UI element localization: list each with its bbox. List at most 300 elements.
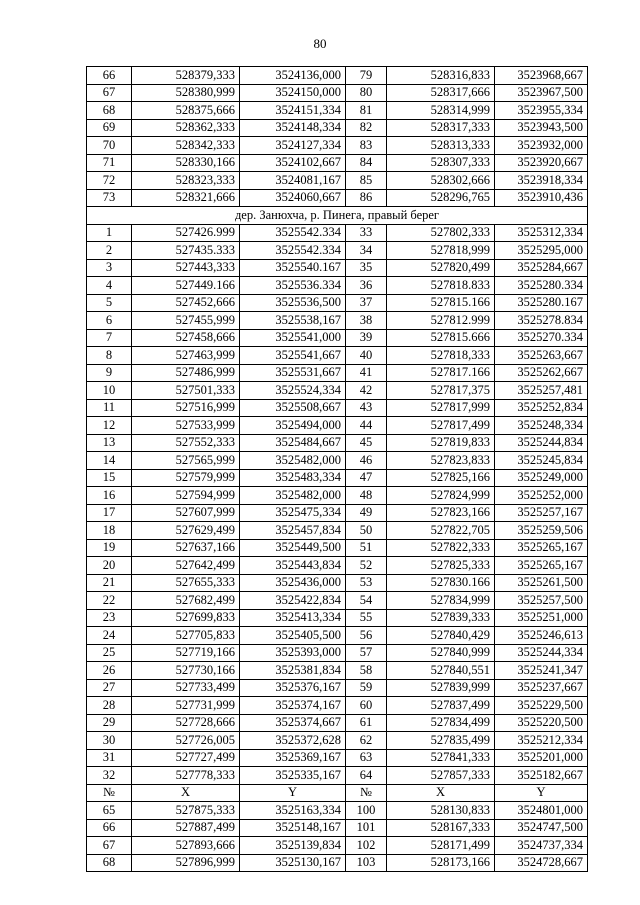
- table-row: [87, 539, 588, 557]
- table-row: [87, 329, 588, 347]
- coordinates-table-body: [87, 67, 588, 872]
- x-coordinate: 527426.999: [132, 224, 240, 242]
- point-number: 70: [87, 137, 132, 155]
- x-coordinate: 527455,999: [132, 312, 240, 330]
- y-coordinate: 3524081,167: [240, 172, 346, 190]
- x-coordinate: 527834,499: [387, 714, 495, 732]
- point-number: 52: [346, 557, 387, 575]
- x-coordinate: 527733,499: [132, 679, 240, 697]
- x-coordinate: 528314,999: [387, 102, 495, 120]
- y-coordinate: 3525244,834: [495, 434, 588, 452]
- point-number: 80: [346, 84, 387, 102]
- table-row: [87, 679, 588, 697]
- x-coordinate: 527682,499: [132, 592, 240, 610]
- point-number: 8: [87, 347, 132, 365]
- x-coordinate: 527896,999: [132, 854, 240, 872]
- x-coordinate: 527719,166: [132, 644, 240, 662]
- y-coordinate: 3525257,481: [495, 382, 588, 400]
- x-coordinate: 528307,333: [387, 154, 495, 172]
- y-coordinate: 3524127,334: [240, 137, 346, 155]
- table-row: [87, 837, 588, 855]
- y-coordinate: 3525280.334: [495, 277, 588, 295]
- point-number: 33: [346, 224, 387, 242]
- x-coordinate: 528375,666: [132, 102, 240, 120]
- y-coordinate: 3523918,334: [495, 172, 588, 190]
- table-row: [87, 522, 588, 540]
- x-coordinate: 527435.333: [132, 242, 240, 260]
- table-row: [87, 84, 588, 102]
- table-row: [87, 697, 588, 715]
- point-number: 69: [87, 119, 132, 137]
- x-coordinate: 527830.166: [387, 574, 495, 592]
- y-coordinate: 3524747,500: [495, 819, 588, 837]
- table-row: [87, 172, 588, 190]
- point-number: 14: [87, 452, 132, 470]
- point-number: 16: [87, 487, 132, 505]
- y-coordinate: 3525229,500: [495, 697, 588, 715]
- point-number: 5: [87, 294, 132, 312]
- point-number: 68: [87, 854, 132, 872]
- y-coordinate: 3524150,000: [240, 84, 346, 102]
- table-row: [87, 312, 588, 330]
- table-row: [87, 347, 588, 365]
- y-coordinate: 3525251,000: [495, 609, 588, 627]
- y-coordinate: 3525241,347: [495, 662, 588, 680]
- table-row: [87, 592, 588, 610]
- x-coordinate: 527841,333: [387, 749, 495, 767]
- y-coordinate: 3525163,334: [240, 802, 346, 820]
- point-number: 15: [87, 469, 132, 487]
- table-row: [87, 504, 588, 522]
- point-number: 10: [87, 382, 132, 400]
- x-coordinate: 528313,333: [387, 137, 495, 155]
- point-number: 26: [87, 662, 132, 680]
- header-x: X: [132, 784, 240, 802]
- point-number: 2: [87, 242, 132, 260]
- y-coordinate: 3525542.334: [240, 224, 346, 242]
- y-coordinate: 3525482,000: [240, 452, 346, 470]
- point-number: 61: [346, 714, 387, 732]
- table-row: [87, 154, 588, 172]
- x-coordinate: 527443,333: [132, 259, 240, 277]
- x-coordinate: 528317,333: [387, 119, 495, 137]
- table-row: [87, 714, 588, 732]
- y-coordinate: 3525265,167: [495, 539, 588, 557]
- y-coordinate: 3524148,334: [240, 119, 346, 137]
- point-number: 56: [346, 627, 387, 645]
- point-number: 35: [346, 259, 387, 277]
- table-row: [87, 364, 588, 382]
- x-coordinate: 527823,166: [387, 504, 495, 522]
- x-coordinate: 528342,333: [132, 137, 240, 155]
- point-number: 23: [87, 609, 132, 627]
- table-row: [87, 609, 588, 627]
- table-row: [87, 819, 588, 837]
- header-y: Y: [495, 784, 588, 802]
- y-coordinate: 3525541,667: [240, 347, 346, 365]
- x-coordinate: 527463,999: [132, 347, 240, 365]
- x-coordinate: 528316,833: [387, 67, 495, 85]
- point-number: 49: [346, 504, 387, 522]
- x-coordinate: 527818.833: [387, 277, 495, 295]
- table-row: [87, 767, 588, 785]
- header-number: №: [346, 784, 387, 802]
- x-coordinate: 527893,666: [132, 837, 240, 855]
- x-coordinate: 528167,333: [387, 819, 495, 837]
- x-coordinate: 527501,333: [132, 382, 240, 400]
- table-row: [87, 434, 588, 452]
- point-number: 41: [346, 364, 387, 382]
- y-coordinate: 3525270.334: [495, 329, 588, 347]
- y-coordinate: 3525335,167: [240, 767, 346, 785]
- point-number: 50: [346, 522, 387, 540]
- x-coordinate: 527840,999: [387, 644, 495, 662]
- y-coordinate: 3525245,834: [495, 452, 588, 470]
- table-row: [87, 749, 588, 767]
- y-coordinate: 3525372,628: [240, 732, 346, 750]
- x-coordinate: 527579,999: [132, 469, 240, 487]
- y-coordinate: 3525524,334: [240, 382, 346, 400]
- y-coordinate: 3524737,334: [495, 837, 588, 855]
- y-coordinate: 3525220,500: [495, 714, 588, 732]
- table-row: [87, 277, 588, 295]
- y-coordinate: 3525369,167: [240, 749, 346, 767]
- table-row: [87, 854, 588, 872]
- x-coordinate: 527840,429: [387, 627, 495, 645]
- table-row: [87, 557, 588, 575]
- x-coordinate: 527837,499: [387, 697, 495, 715]
- x-coordinate: 527825,333: [387, 557, 495, 575]
- point-number: 46: [346, 452, 387, 470]
- x-coordinate: 527533,999: [132, 417, 240, 435]
- point-number: 40: [346, 347, 387, 365]
- point-number: 58: [346, 662, 387, 680]
- point-number: 79: [346, 67, 387, 85]
- x-coordinate: 528173,166: [387, 854, 495, 872]
- point-number: 84: [346, 154, 387, 172]
- y-coordinate: 3525244,334: [495, 644, 588, 662]
- y-coordinate: 3525182,667: [495, 767, 588, 785]
- point-number: 37: [346, 294, 387, 312]
- table-row: [87, 452, 588, 470]
- y-coordinate: 3525259,506: [495, 522, 588, 540]
- point-number: 28: [87, 697, 132, 715]
- table-row: [87, 382, 588, 400]
- y-coordinate: 3525295,000: [495, 242, 588, 260]
- y-coordinate: 3525252,000: [495, 487, 588, 505]
- point-number: 85: [346, 172, 387, 190]
- point-number: 1: [87, 224, 132, 242]
- x-coordinate: 527699,833: [132, 609, 240, 627]
- header-y: Y: [240, 784, 346, 802]
- x-coordinate: 528362,333: [132, 119, 240, 137]
- table-row: [87, 487, 588, 505]
- x-coordinate: 527825,166: [387, 469, 495, 487]
- x-coordinate: 527565,999: [132, 452, 240, 470]
- x-coordinate: 527637,166: [132, 539, 240, 557]
- y-coordinate: 3524801,000: [495, 802, 588, 820]
- point-number: 20: [87, 557, 132, 575]
- x-coordinate: 528302,666: [387, 172, 495, 190]
- table-row: [87, 119, 588, 137]
- x-coordinate: 527642,499: [132, 557, 240, 575]
- point-number: 48: [346, 487, 387, 505]
- y-coordinate: 3525263,667: [495, 347, 588, 365]
- y-coordinate: 3525381,834: [240, 662, 346, 680]
- y-coordinate: 3525312,334: [495, 224, 588, 242]
- y-coordinate: 3525482,000: [240, 487, 346, 505]
- point-number: 66: [87, 819, 132, 837]
- x-coordinate: 527452,666: [132, 294, 240, 312]
- x-coordinate: 528296,765: [387, 189, 495, 207]
- table-row: [87, 644, 588, 662]
- x-coordinate: 527607,999: [132, 504, 240, 522]
- table-row: [87, 294, 588, 312]
- point-number: 42: [346, 382, 387, 400]
- point-number: 6: [87, 312, 132, 330]
- table-row: [87, 574, 588, 592]
- point-number: 71: [87, 154, 132, 172]
- section-title-row: [87, 207, 588, 225]
- x-coordinate: 527818,999: [387, 242, 495, 260]
- y-coordinate: 3525449,500: [240, 539, 346, 557]
- point-number: 11: [87, 399, 132, 417]
- table-row: [87, 802, 588, 820]
- point-number: 34: [346, 242, 387, 260]
- point-number: 86: [346, 189, 387, 207]
- x-coordinate: 527815.666: [387, 329, 495, 347]
- table-row: [87, 259, 588, 277]
- x-coordinate: 528380,999: [132, 84, 240, 102]
- y-coordinate: 3525201,000: [495, 749, 588, 767]
- y-coordinate: 3525538,167: [240, 312, 346, 330]
- table-row: [87, 242, 588, 260]
- x-coordinate: 527594,999: [132, 487, 240, 505]
- y-coordinate: 3525374,667: [240, 714, 346, 732]
- point-number: 64: [346, 767, 387, 785]
- y-coordinate: 3525422,834: [240, 592, 346, 610]
- y-coordinate: 3523910,436: [495, 189, 588, 207]
- table-row: [87, 67, 588, 85]
- y-coordinate: 3524060,667: [240, 189, 346, 207]
- point-number: 43: [346, 399, 387, 417]
- y-coordinate: 3525284,667: [495, 259, 588, 277]
- point-number: 82: [346, 119, 387, 137]
- point-number: 3: [87, 259, 132, 277]
- x-coordinate: 528317,666: [387, 84, 495, 102]
- y-coordinate: 3525278.834: [495, 312, 588, 330]
- x-coordinate: 528171,499: [387, 837, 495, 855]
- x-coordinate: 527818,333: [387, 347, 495, 365]
- point-number: 22: [87, 592, 132, 610]
- y-coordinate: 3525374,167: [240, 697, 346, 715]
- y-coordinate: 3524136,000: [240, 67, 346, 85]
- x-coordinate: 527731,999: [132, 697, 240, 715]
- y-coordinate: 3525246,613: [495, 627, 588, 645]
- point-number: 60: [346, 697, 387, 715]
- y-coordinate: 3523920,667: [495, 154, 588, 172]
- point-number: 36: [346, 277, 387, 295]
- point-number: 67: [87, 837, 132, 855]
- y-coordinate: 3525483,334: [240, 469, 346, 487]
- point-number: 72: [87, 172, 132, 190]
- point-number: 38: [346, 312, 387, 330]
- point-number: 59: [346, 679, 387, 697]
- x-coordinate: 527778,333: [132, 767, 240, 785]
- table-row: [87, 189, 588, 207]
- table-row: [87, 399, 588, 417]
- x-coordinate: 527552,333: [132, 434, 240, 452]
- point-number: 51: [346, 539, 387, 557]
- point-number: 24: [87, 627, 132, 645]
- table-row: [87, 102, 588, 120]
- x-coordinate: 527822,333: [387, 539, 495, 557]
- point-number: 18: [87, 522, 132, 540]
- y-coordinate: 3525542.334: [240, 242, 346, 260]
- x-coordinate: 527834,999: [387, 592, 495, 610]
- x-coordinate: 527458,666: [132, 329, 240, 347]
- point-number: 68: [87, 102, 132, 120]
- point-number: 27: [87, 679, 132, 697]
- y-coordinate: 3525531,667: [240, 364, 346, 382]
- y-coordinate: 3525508,667: [240, 399, 346, 417]
- y-coordinate: 3525393,000: [240, 644, 346, 662]
- y-coordinate: 3525494,000: [240, 417, 346, 435]
- y-coordinate: 3525265,167: [495, 557, 588, 575]
- y-coordinate: 3525436,000: [240, 574, 346, 592]
- point-number: 44: [346, 417, 387, 435]
- table-row: [87, 662, 588, 680]
- x-coordinate: 527887,499: [132, 819, 240, 837]
- y-coordinate: 3525139,834: [240, 837, 346, 855]
- x-coordinate: 527819,833: [387, 434, 495, 452]
- point-number: 32: [87, 767, 132, 785]
- x-coordinate: 528330,166: [132, 154, 240, 172]
- y-coordinate: 3523955,334: [495, 102, 588, 120]
- point-number: 63: [346, 749, 387, 767]
- x-coordinate: 527449.166: [132, 277, 240, 295]
- y-coordinate: 3523932,000: [495, 137, 588, 155]
- x-coordinate: 527629,499: [132, 522, 240, 540]
- y-coordinate: 3525405,500: [240, 627, 346, 645]
- point-number: 25: [87, 644, 132, 662]
- x-coordinate: 527815.166: [387, 294, 495, 312]
- x-coordinate: 527822,705: [387, 522, 495, 540]
- point-number: 65: [87, 802, 132, 820]
- point-number: 81: [346, 102, 387, 120]
- point-number: 19: [87, 539, 132, 557]
- table-row: [87, 627, 588, 645]
- y-coordinate: 3525376,167: [240, 679, 346, 697]
- point-number: 73: [87, 189, 132, 207]
- point-number: 12: [87, 417, 132, 435]
- point-number: 17: [87, 504, 132, 522]
- point-number: 67: [87, 84, 132, 102]
- y-coordinate: 3525536,500: [240, 294, 346, 312]
- page-number: 80: [313, 36, 327, 51]
- x-coordinate: 527875,333: [132, 802, 240, 820]
- y-coordinate: 3525212,334: [495, 732, 588, 750]
- y-coordinate: 3525257,500: [495, 592, 588, 610]
- x-coordinate: 527823,833: [387, 452, 495, 470]
- y-coordinate: 3525249,000: [495, 469, 588, 487]
- x-coordinate: 527812.999: [387, 312, 495, 330]
- point-number: 101: [346, 819, 387, 837]
- point-number: 57: [346, 644, 387, 662]
- y-coordinate: 3523943,500: [495, 119, 588, 137]
- x-coordinate: 527486,999: [132, 364, 240, 382]
- y-coordinate: 3525148,167: [240, 819, 346, 837]
- table-row: [87, 224, 588, 242]
- y-coordinate: 3524728,667: [495, 854, 588, 872]
- section-title: дер. Занюхча, р. Пинега, правый берег: [87, 207, 588, 225]
- x-coordinate: 527802,333: [387, 224, 495, 242]
- point-number: 54: [346, 592, 387, 610]
- x-coordinate: 527835,499: [387, 732, 495, 750]
- x-coordinate: 527817,375: [387, 382, 495, 400]
- point-number: 7: [87, 329, 132, 347]
- y-coordinate: 3525261,500: [495, 574, 588, 592]
- x-coordinate: 527824,999: [387, 487, 495, 505]
- x-coordinate: 527820,499: [387, 259, 495, 277]
- point-number: 83: [346, 137, 387, 155]
- point-number: 62: [346, 732, 387, 750]
- x-coordinate: 527655,333: [132, 574, 240, 592]
- point-number: 4: [87, 277, 132, 295]
- table-row: [87, 469, 588, 487]
- y-coordinate: 3525484,667: [240, 434, 346, 452]
- x-coordinate: 527730,166: [132, 662, 240, 680]
- y-coordinate: 3525262,667: [495, 364, 588, 382]
- point-number: 102: [346, 837, 387, 855]
- x-coordinate: 527726,005: [132, 732, 240, 750]
- x-coordinate: 527817.166: [387, 364, 495, 382]
- point-number: 31: [87, 749, 132, 767]
- y-coordinate: 3525541,000: [240, 329, 346, 347]
- y-coordinate: 3525475,334: [240, 504, 346, 522]
- x-coordinate: 527817,499: [387, 417, 495, 435]
- y-coordinate: 3525280.167: [495, 294, 588, 312]
- x-coordinate: 527516,999: [132, 399, 240, 417]
- y-coordinate: 3525237,667: [495, 679, 588, 697]
- x-coordinate: 527839,999: [387, 679, 495, 697]
- coordinates-table: [86, 66, 588, 872]
- point-number: 29: [87, 714, 132, 732]
- point-number: 66: [87, 67, 132, 85]
- table-row: [87, 417, 588, 435]
- point-number: 39: [346, 329, 387, 347]
- y-coordinate: 3525457,834: [240, 522, 346, 540]
- y-coordinate: 3525536.334: [240, 277, 346, 295]
- table-header-row: [87, 784, 588, 802]
- header-number: №: [87, 784, 132, 802]
- x-coordinate: 527857,333: [387, 767, 495, 785]
- x-coordinate: 527728,666: [132, 714, 240, 732]
- x-coordinate: 527817,999: [387, 399, 495, 417]
- point-number: 9: [87, 364, 132, 382]
- point-number: 103: [346, 854, 387, 872]
- y-coordinate: 3525248,334: [495, 417, 588, 435]
- point-number: 13: [87, 434, 132, 452]
- x-coordinate: 527839,333: [387, 609, 495, 627]
- point-number: 30: [87, 732, 132, 750]
- y-coordinate: 3525413,334: [240, 609, 346, 627]
- table-row: [87, 732, 588, 750]
- x-coordinate: 528379,333: [132, 67, 240, 85]
- y-coordinate: 3523967,500: [495, 84, 588, 102]
- y-coordinate: 3525252,834: [495, 399, 588, 417]
- x-coordinate: 527727,499: [132, 749, 240, 767]
